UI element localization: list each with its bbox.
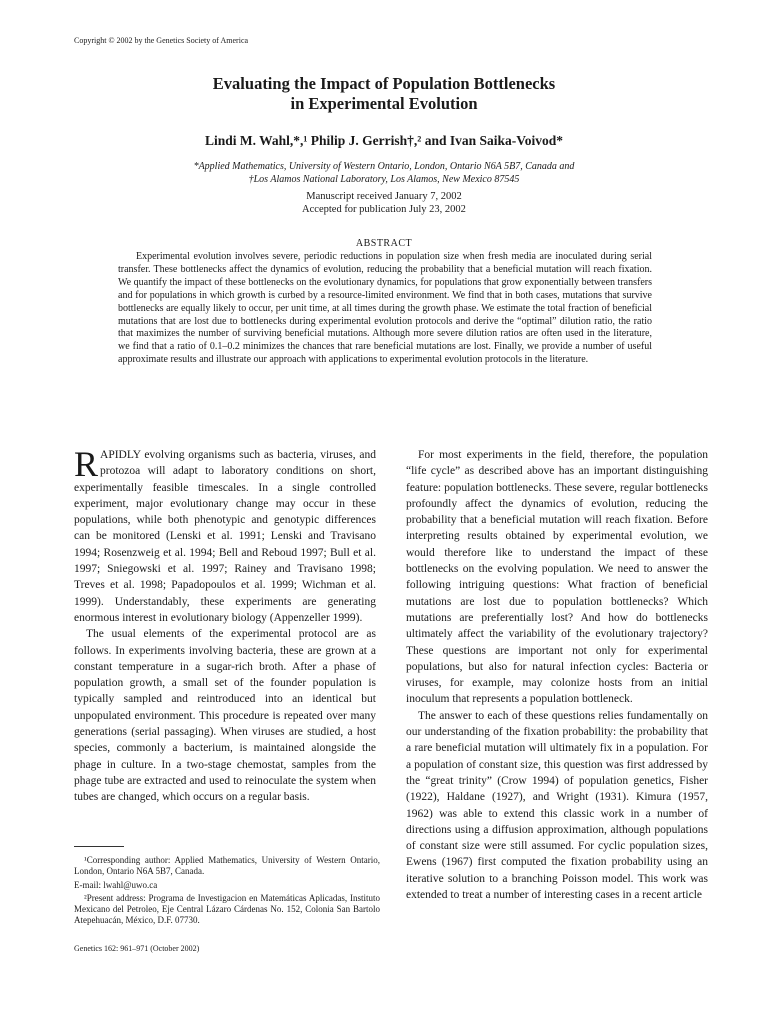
affiliations [74,161,694,186]
intro-paragraph-1 [74,444,376,626]
footnote-2: ²Present address: Programa de Investigacion en Matemáticas Aplicadas, Instituto Mexicano del Petroleo, Eje Central Lázaro Cárdenas No. 152, Colonia San Bartolo Atepehuacán, México, D.F. 07730. [74,892,380,926]
manuscript-dates [74,191,694,216]
left-column [74,444,376,806]
footnote-1-email: E-mail: lwahl@uwo.ca [74,879,158,890]
drop-cap: R [74,444,99,484]
journal-citation: Genetics 162: 961–971 (October 2002) [74,944,200,953]
author-list: Lindi M. Wahl,*,¹ Philip J. Gerrish†,² and Ivan Saika-Voivod* [204,133,564,148]
footnote-divider [74,846,124,847]
copyright-notice: Copyright © 2002 by the Genetics Society of America [74,36,249,45]
received-date: Manuscript received January 7, 2002 [306,191,462,202]
abstract-heading: ABSTRACT [355,238,413,249]
intro-paragraph-1-text: APIDLY evolving organisms such as bacteria, viruses, and protozoa will adapt to laboratory conditions on short, experimentally feasible timescales. In a single controlled experiment, major evolutionary change may occur in these populations, while both phenotypic and genotypic differences can be monitored (Lenski et al. 1991; Lenski and Travisano 1994; Rosenzweig et al. 1994; Bell and Reboud 1997; Bull et al. 1997; Sniegowski et al. 1997; Rainey and Travisano 1998; Treves et al. 1998; Papadopoulos et al. 1999; Wichman et al. 1999). Understandably, these experiments are generating enormous interest in evolutionary biology (Appenzeller 1999). [74,449,376,624]
intro-paragraph-4: The answer to each of these questions relies fundamentally on our understanding of the fixation probability: the probability that a rare beneficial mutation will ultimately fix in a population. For a population of constant size, this question was first addressed by the “great trinity” (Crow 1994) of population genetics, Fisher (1922), Haldane (1927), and Wright (1931). Kimura (1957, 1962) was able to extend this classic work in a number of directions using a diffusion approximation, although populations of constant size were still assumed. For cyclic population sizes, Ewens (1967) first computed the fixation probability using an iterative solution to a branching Poisson model. This work was extended to treat a number of interesting cases in a recent article [406,709,708,902]
accepted-date: Accepted for publication July 23, 2002 [302,203,466,215]
affiliation-2: †Los Alamos National Laboratory, Los Alamos, New Mexico 87545 [248,173,520,185]
right-column [406,447,708,903]
paper-title [74,74,694,114]
footnote-1: ¹Corresponding author: Applied Mathematics, University of Western Ontario, London, Ontario N6A 5B7, Canada. [74,855,380,877]
footnotes [74,855,380,929]
title-line-1: Evaluating the Impact of Population Bottlenecks [212,74,556,93]
abstract-body: Experimental evolution involves severe, periodic reductions in population size when fresh media are inoculated during serial transfer. These bottlenecks affect the dynamics of evolution, reducing the probability that a beneficial mutation will reach fixation. We quantify the impact of these bottlenecks on the evolutionary dynamics, for populations that grow exponentially between transfers and for populations in which growth is curbed by a resource-limited environment. We find that in both cases, mutations that survive bottlenecks are equally likely to occur, per unit time, at all times during the growth phase. We estimate the total fraction of beneficial mutations that are lost due to bottlenecks during experimental evolution protocols and derive the “optimal” dilution ratio, the ratio that maximizes the number of surviving beneficial mutations. Although more severe dilution ratios are often used in the literature, we find that a ratio of 0.1–0.2 minimizes the chances that rare beneficial mutations are lost. Finally, we provide a number of useful approximate results and illustrate our approach with applications to experimental evolution protocols in the literature. [118,251,652,366]
title-line-2: in Experimental Evolution [290,94,478,113]
intro-paragraph-2: The usual elements of the experimental protocol are as follows. In experiments involving bacteria, these are grown at a constant temperature in a sugar-rich broth. After a phase of population growth, a small set of the founder population is typically sampled and reintroduced into an identical but unpopulated environment. This procedure is repeated over many generations (serial passaging). When viruses are studied, a host species, commonly a bacterium, is maintained alongside the phage in culture. In a two-stage chemostat, samples from the phage tube are extracted and used to reinoculate the system when tubes are changed, which occurs on a regular basis. [74,628,376,804]
affiliation-1: *Applied Mathematics, University of Western Ontario, London, Ontario N6A 5B7, Canada and [193,161,575,172]
intro-paragraph-3: For most experiments in the field, therefore, the population “life cycle” as described above has an important distinguishing feature: population bottlenecks. These severe, regular bottlenecks profoundly affect the dynamics of evolution, reducing the probability that a beneficial mutation will reach fixation. Before interpreting results obtained by experimental evolution, we would therefore like to understand the impact of these bottlenecks on the evolving population. We need to answer the following intriguing questions: What fraction of beneficial mutations are lost due to population bottlenecks? Which mutations are preferentially lost? And how do bottlenecks ultimately affect the variability of the evolutionary trajectory? These questions are important not only for experimental populations, but also for natural infection cycles: Bacteria or viruses, for example, may colonize hosts from an initial inoculum that represents a population bottleneck. [406,449,708,706]
